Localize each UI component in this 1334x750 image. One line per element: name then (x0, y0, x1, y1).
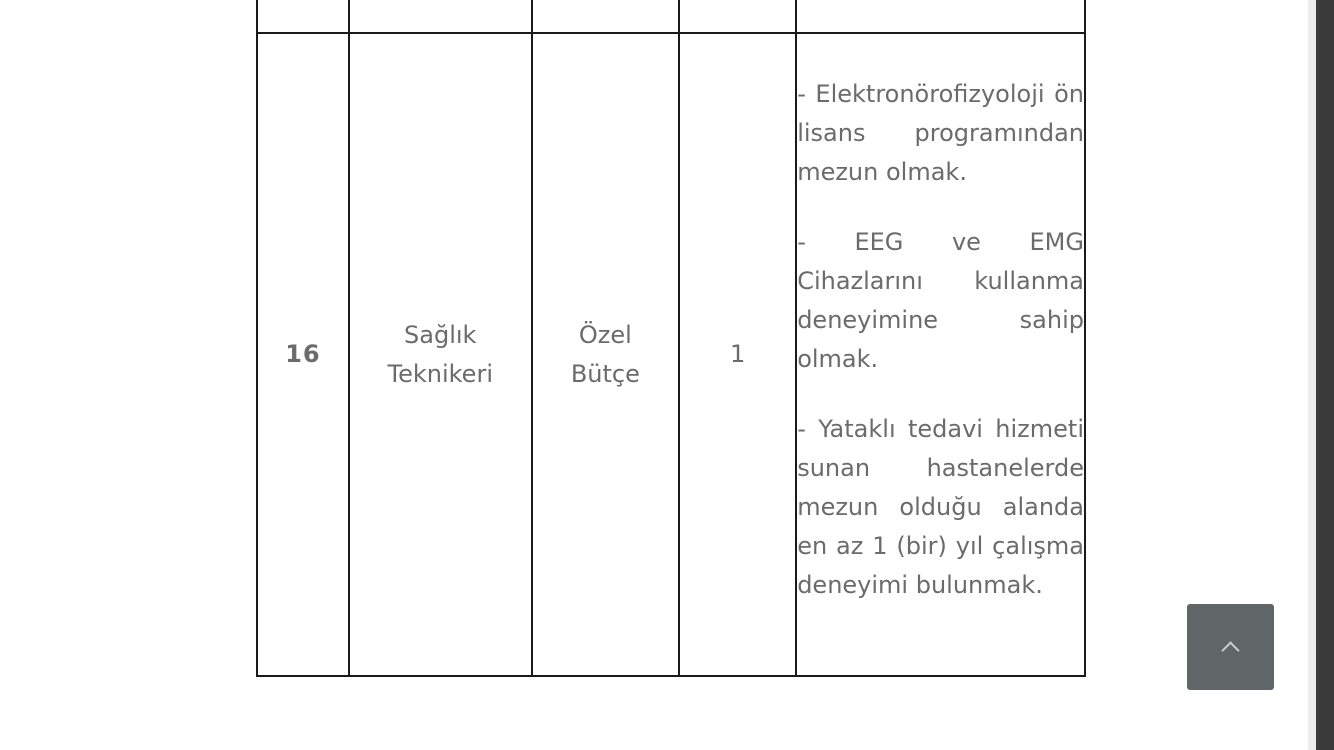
row-number-cell (257, 33, 349, 676)
requirement-item: - Yataklı tedavi hizmeti sunan hastanelerde mezun olduğu alanda en az 1 (bir) yıl çalışma deneyimi bulunmak. (797, 415, 1084, 599)
budget-cell (532, 33, 679, 676)
position-title-line-1: Sağlık (404, 320, 477, 349)
back-to-top-button[interactable] (1187, 604, 1274, 690)
budget-type-line-2: Bütçe (570, 359, 640, 388)
job-listing-table (256, 0, 1086, 677)
table-cell (532, 0, 679, 33)
requirement-item: - Elektronörofizyoloji ön lisans programından mezun olmak. (797, 80, 1084, 186)
table-cell (257, 0, 349, 33)
table-cell (679, 0, 796, 33)
position-count: 1 (729, 340, 746, 368)
budget-type-line-1: Özel (578, 320, 632, 349)
position-title-line-2: Teknikeri (387, 359, 493, 388)
table-cell (796, 0, 1085, 33)
row-number: 16 (285, 340, 321, 368)
scrollbar[interactable] (1316, 0, 1334, 750)
requirement-item: - EEG ve EMG Cihazlarını kullanma deneyimine sahip olmak. (797, 228, 1084, 373)
table-row (257, 33, 1085, 676)
chevron-up-icon (1221, 641, 1239, 659)
table-row-previous (257, 0, 1085, 33)
table-cell (349, 0, 532, 33)
requirements-cell (796, 33, 1085, 676)
scrollbar-gutter (1308, 0, 1316, 750)
count-cell (679, 33, 796, 676)
position-cell (349, 33, 532, 676)
